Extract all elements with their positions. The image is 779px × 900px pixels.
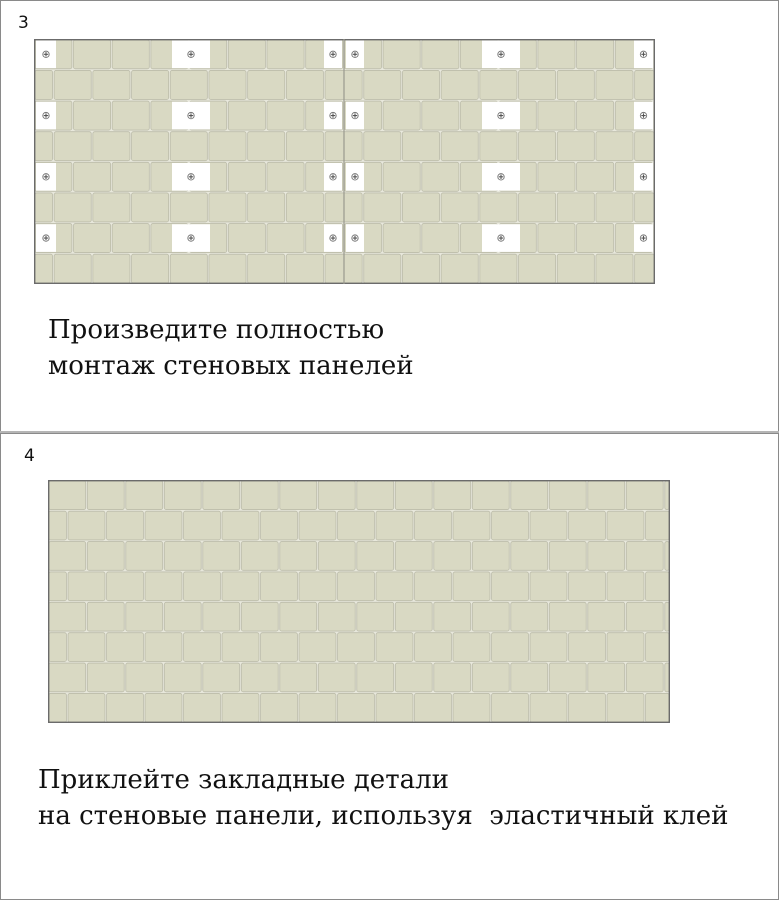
brick xyxy=(280,481,317,510)
brick xyxy=(402,70,439,99)
brick xyxy=(472,481,509,510)
brick xyxy=(126,542,163,571)
brick xyxy=(557,70,594,99)
brick xyxy=(519,254,556,283)
brick xyxy=(261,511,298,540)
brick xyxy=(402,254,439,283)
brick xyxy=(54,70,91,99)
brick xyxy=(395,481,432,510)
brick xyxy=(107,572,144,601)
brick xyxy=(228,224,265,253)
brick xyxy=(248,132,285,161)
brick xyxy=(422,224,459,253)
mounting-point xyxy=(482,102,520,130)
brick xyxy=(364,193,401,222)
brick xyxy=(126,663,163,692)
brick xyxy=(511,481,548,510)
brick xyxy=(441,70,478,99)
brick xyxy=(318,481,355,510)
brick xyxy=(170,193,207,222)
step-3-number: 3 xyxy=(18,13,29,33)
brick xyxy=(434,542,471,571)
brick xyxy=(49,602,86,631)
brick xyxy=(422,101,459,130)
brick xyxy=(530,633,567,662)
brick xyxy=(577,224,614,253)
brick xyxy=(357,542,394,571)
step-4-caption xyxy=(38,762,728,834)
brick xyxy=(338,633,375,662)
brick xyxy=(415,693,452,722)
brick xyxy=(49,542,86,571)
brick xyxy=(112,101,149,130)
brick xyxy=(241,542,278,571)
brick xyxy=(480,70,517,99)
brick xyxy=(132,254,169,283)
brick xyxy=(530,511,567,540)
brick xyxy=(93,132,130,161)
brick xyxy=(87,481,124,510)
brick xyxy=(596,132,633,161)
brick xyxy=(35,254,53,283)
brick xyxy=(261,633,298,662)
brick xyxy=(338,693,375,722)
brick xyxy=(357,602,394,631)
brick xyxy=(415,572,452,601)
brick xyxy=(68,693,105,722)
brick xyxy=(519,193,556,222)
brick xyxy=(607,633,644,662)
brick xyxy=(93,193,130,222)
brick xyxy=(261,693,298,722)
brick xyxy=(184,633,221,662)
brick xyxy=(569,633,606,662)
brick xyxy=(164,602,201,631)
mounting-point xyxy=(346,41,364,69)
brick xyxy=(646,511,670,540)
brick xyxy=(492,633,529,662)
brick xyxy=(132,70,169,99)
brick xyxy=(68,511,105,540)
mounting-point xyxy=(36,41,56,69)
brick xyxy=(184,572,221,601)
brick xyxy=(132,132,169,161)
brick xyxy=(635,193,655,222)
brick xyxy=(126,481,163,510)
brick xyxy=(441,132,478,161)
brick xyxy=(35,193,53,222)
brick xyxy=(569,511,606,540)
brick xyxy=(588,542,625,571)
brick xyxy=(209,254,246,283)
brick xyxy=(607,693,644,722)
brick xyxy=(87,542,124,571)
brick xyxy=(453,511,490,540)
brick xyxy=(49,511,67,540)
installed-wall-panels-with-mounts xyxy=(34,39,655,284)
brick xyxy=(338,511,375,540)
brick xyxy=(241,663,278,692)
brick xyxy=(626,542,663,571)
mounting-point xyxy=(324,41,342,69)
step-4-number: 4 xyxy=(24,446,35,466)
mounting-point xyxy=(346,102,364,130)
mounting-point xyxy=(346,163,364,191)
brick xyxy=(557,254,594,283)
brick xyxy=(222,511,259,540)
brick xyxy=(209,70,246,99)
brick xyxy=(472,602,509,631)
brick xyxy=(538,224,575,253)
brick xyxy=(607,511,644,540)
brick xyxy=(577,162,614,191)
brick xyxy=(203,602,240,631)
brick xyxy=(480,193,517,222)
brick xyxy=(170,70,207,99)
brick xyxy=(241,481,278,510)
brick xyxy=(228,40,265,69)
brick xyxy=(299,572,336,601)
brick xyxy=(357,481,394,510)
brick xyxy=(434,663,471,692)
brick xyxy=(54,132,91,161)
brick xyxy=(596,193,633,222)
brick xyxy=(68,572,105,601)
mounting-point xyxy=(634,102,653,130)
mounting-point xyxy=(36,224,56,252)
brick xyxy=(164,481,201,510)
brick xyxy=(635,70,655,99)
brick xyxy=(453,693,490,722)
brick xyxy=(267,162,304,191)
brick xyxy=(422,40,459,69)
brick xyxy=(203,542,240,571)
brick xyxy=(54,254,91,283)
brick xyxy=(665,481,669,510)
brick xyxy=(511,542,548,571)
brick xyxy=(441,254,478,283)
brick xyxy=(383,224,420,253)
brick xyxy=(434,602,471,631)
brick xyxy=(286,70,323,99)
brick xyxy=(492,693,529,722)
mounting-point xyxy=(324,163,342,191)
brick xyxy=(530,693,567,722)
brick xyxy=(222,693,259,722)
brick xyxy=(519,70,556,99)
brick xyxy=(228,162,265,191)
brick xyxy=(184,511,221,540)
brick xyxy=(112,224,149,253)
brick xyxy=(132,193,169,222)
mounting-point xyxy=(346,224,364,252)
mounting-point xyxy=(634,163,653,191)
mounting-point xyxy=(482,224,520,252)
brick xyxy=(646,633,670,662)
brick xyxy=(267,224,304,253)
step-3-caption xyxy=(48,312,414,384)
brick xyxy=(286,193,323,222)
brick xyxy=(74,224,111,253)
brick xyxy=(472,542,509,571)
brick xyxy=(492,572,529,601)
brick xyxy=(87,602,124,631)
brick xyxy=(538,101,575,130)
mounting-point xyxy=(482,41,520,69)
brick xyxy=(549,663,586,692)
brick xyxy=(665,542,669,571)
brick xyxy=(422,162,459,191)
brick xyxy=(415,633,452,662)
brick xyxy=(607,572,644,601)
brick xyxy=(549,602,586,631)
mounting-point xyxy=(172,102,210,130)
brick xyxy=(402,132,439,161)
step-3-caption-line-2: монтаж стеновых панелей xyxy=(48,351,414,381)
brick xyxy=(203,663,240,692)
brick xyxy=(549,542,586,571)
brick xyxy=(286,254,323,283)
brick xyxy=(145,693,182,722)
brick xyxy=(170,254,207,283)
mounting-point xyxy=(324,102,342,130)
mounting-point xyxy=(324,224,342,252)
mounting-point xyxy=(172,163,210,191)
brick xyxy=(248,254,285,283)
brick xyxy=(74,162,111,191)
brick xyxy=(376,572,413,601)
brick xyxy=(646,693,670,722)
brick xyxy=(145,572,182,601)
brick xyxy=(87,663,124,692)
brick xyxy=(145,511,182,540)
brick xyxy=(569,572,606,601)
brick xyxy=(267,40,304,69)
brick xyxy=(441,193,478,222)
mounting-point xyxy=(482,163,520,191)
wall-panel-brick-surface xyxy=(48,480,670,723)
brick xyxy=(299,511,336,540)
brick xyxy=(383,40,420,69)
brick xyxy=(596,254,633,283)
brick xyxy=(35,70,53,99)
brick xyxy=(364,70,401,99)
brick xyxy=(49,633,67,662)
brick xyxy=(395,663,432,692)
brick xyxy=(107,693,144,722)
mounting-point xyxy=(36,102,56,130)
brick xyxy=(280,602,317,631)
brick xyxy=(184,693,221,722)
brick xyxy=(112,162,149,191)
brick xyxy=(112,40,149,69)
brick xyxy=(511,663,548,692)
brick xyxy=(530,572,567,601)
brick xyxy=(228,101,265,130)
brick xyxy=(299,693,336,722)
brick xyxy=(74,40,111,69)
mounting-point xyxy=(172,224,210,252)
brick xyxy=(280,663,317,692)
brick xyxy=(557,132,594,161)
brick xyxy=(74,101,111,130)
mounting-point xyxy=(172,41,210,69)
brick xyxy=(241,602,278,631)
brick xyxy=(434,481,471,510)
brick xyxy=(248,193,285,222)
brick xyxy=(170,132,207,161)
brick xyxy=(635,254,655,283)
brick xyxy=(415,511,452,540)
step-3-caption-line-1: Произведите полностью xyxy=(48,315,385,345)
brick xyxy=(395,602,432,631)
brick xyxy=(107,511,144,540)
brick xyxy=(145,633,182,662)
brick xyxy=(588,481,625,510)
brick xyxy=(376,693,413,722)
brick xyxy=(519,132,556,161)
brick xyxy=(588,602,625,631)
brick xyxy=(107,633,144,662)
brick xyxy=(126,602,163,631)
brick xyxy=(318,602,355,631)
step-4-panel xyxy=(0,433,779,900)
brick xyxy=(402,193,439,222)
brick xyxy=(646,572,670,601)
brick xyxy=(338,572,375,601)
brick xyxy=(376,633,413,662)
mounting-point xyxy=(634,41,653,69)
brick xyxy=(357,663,394,692)
step-3-panel xyxy=(0,0,779,432)
brick xyxy=(383,101,420,130)
brick xyxy=(492,511,529,540)
brick xyxy=(222,633,259,662)
brick xyxy=(577,40,614,69)
brick xyxy=(49,693,67,722)
brick xyxy=(93,254,130,283)
brick xyxy=(248,70,285,99)
brick xyxy=(538,162,575,191)
brick xyxy=(596,70,633,99)
brick xyxy=(395,542,432,571)
brick xyxy=(267,101,304,130)
brick xyxy=(35,132,53,161)
brick xyxy=(280,542,317,571)
brick xyxy=(318,542,355,571)
mounting-point xyxy=(634,224,653,252)
brick xyxy=(54,193,91,222)
brick xyxy=(453,572,490,601)
brick xyxy=(480,254,517,283)
brick xyxy=(49,481,86,510)
brick xyxy=(635,132,655,161)
mounting-point xyxy=(36,163,56,191)
brick xyxy=(472,663,509,692)
brick xyxy=(68,633,105,662)
brick xyxy=(588,663,625,692)
brick xyxy=(203,481,240,510)
brick xyxy=(209,193,246,222)
brick xyxy=(665,663,669,692)
brick xyxy=(480,132,517,161)
brick xyxy=(626,602,663,631)
brick xyxy=(318,663,355,692)
brick xyxy=(626,481,663,510)
brick xyxy=(557,193,594,222)
brick xyxy=(286,132,323,161)
brick xyxy=(383,162,420,191)
brick xyxy=(49,572,67,601)
brick xyxy=(299,633,336,662)
brick xyxy=(453,633,490,662)
brick xyxy=(93,70,130,99)
brick xyxy=(261,572,298,601)
brick xyxy=(665,602,669,631)
brick xyxy=(549,481,586,510)
brick xyxy=(538,40,575,69)
brick xyxy=(511,602,548,631)
brick xyxy=(49,663,86,692)
brick xyxy=(569,693,606,722)
brick xyxy=(376,511,413,540)
brick xyxy=(164,663,201,692)
brick xyxy=(209,132,246,161)
brick xyxy=(364,254,401,283)
brick xyxy=(626,663,663,692)
brick xyxy=(164,542,201,571)
step-4-caption-line-2: на стеновые панели, используя эластичный клей xyxy=(38,801,729,831)
brick xyxy=(577,101,614,130)
brick xyxy=(364,132,401,161)
step-4-caption-line-1: Приклейте закладные детали xyxy=(38,765,449,795)
brick xyxy=(222,572,259,601)
